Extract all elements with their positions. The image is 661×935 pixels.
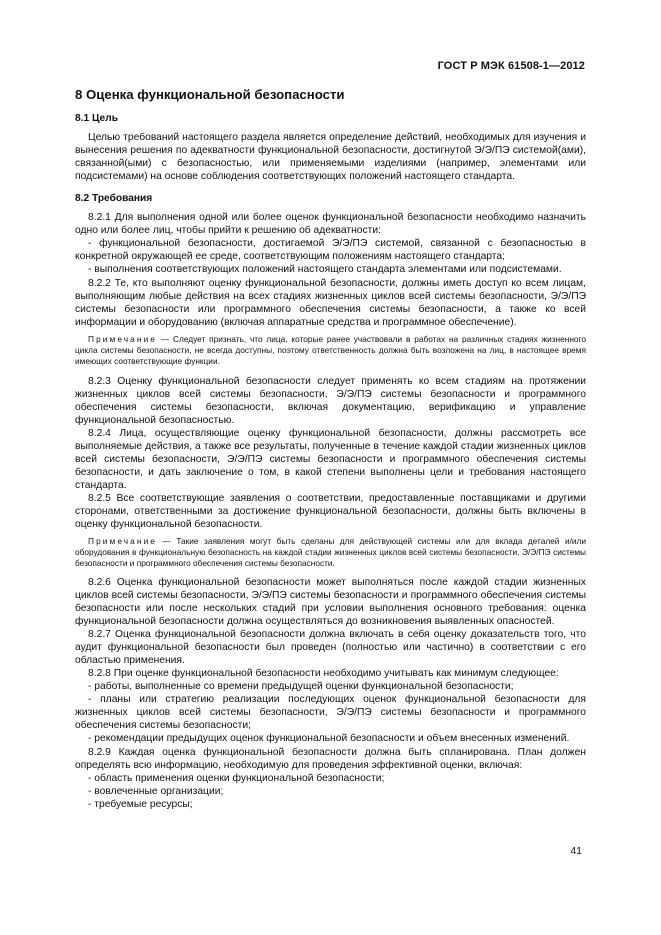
- paragraph-8-2-7: 8.2.7 Оценка функциональной безопасности должна включать в себя оценку доказательств того, что аудит функциональной безопасности был проведен (полностью или частично) в соответствии с его областью применения.: [75, 629, 586, 667]
- list-item: - планы или стратегию реализации последующих оценок функциональной безопасности для жизненных циклов всей системы безопасности, Э/Э/ПЭ системы безопасности и программного обеспечения системы безопасности;: [75, 694, 586, 732]
- list-item: - вовлеченные организации;: [88, 786, 224, 798]
- subsection-title-8-1: 8.1 Цель: [75, 113, 118, 124]
- list-item: - функциональной безопасности, достигаемой Э/Э/ПЭ системой, связанной с безопасностью в конкретной окружающей ее среде, соответствующим положениям настоящего стандарта;: [75, 238, 586, 262]
- standard-header: ГОСТ Р МЭК 61508-1—2012: [437, 60, 585, 72]
- list-item: - требуемые ресурсы;: [88, 799, 193, 811]
- list-item: - рекомендации предыдущих оценок функциональной безопасности и объем внесенных изменений.: [88, 733, 570, 745]
- section-title: 8 Оценка функциональной безопасности: [75, 87, 345, 102]
- paragraph-8-2-1: 8.2.1 Для выполнения одной или более оценок функциональной безопасности необходимо назначить одно или более лиц, чтобы прийти к решению об адекватности:: [75, 212, 586, 236]
- note-label: Примечание: [88, 535, 158, 546]
- paragraph-8-1: Целью требований настоящего раздела является определение действий, необходимых для изучения и вынесения решения по адекватности функциональной безопасности, достигнутой Э/Э/ПЭ системой(ами), связанной(ыми) с безопасностью, или применяемыми изделиями (например, элементами или подсистемами) на основе соблюдения соответствующих положений настоящего стандарта.: [75, 132, 586, 182]
- list-item: - работы, выполненные со времени предыдущей оценки функциональной безопасности;: [88, 681, 514, 693]
- list-item: - область применения оценки функциональной безопасности;: [88, 773, 385, 785]
- page-number: 41: [570, 845, 582, 857]
- note-text: — Такие заявления могут быть сделаны для действующей системы или для вклада деталей и/или оборудования в функциональную безопасность на каждой стадии жизненных циклов всей системы безопасности, Э/Э/ПЭ системы безопасности и программного обеспечения системы безопасности.: [75, 535, 586, 569]
- paragraph-8-2-5: 8.2.5 Все соответствующие заявления о соответствии, предоставленные поставщиками и другими сторонами, ответственными за достижение функциональной безопасности, должны быть включены в оценку функциональной безопасности.: [75, 492, 586, 530]
- subsection-title-8-2: 8.2 Требования: [75, 193, 153, 204]
- paragraph-8-2-9: 8.2.9 Каждая оценка функциональной безопасности должна быть спланирована. План должен определять всю информацию, необходимую для проведения эффективной оценки, включая:: [75, 747, 586, 772]
- list-item: - выполнения соответствующих положений настоящего стандарта элементами или подсистемами.: [88, 264, 562, 275]
- paragraph-8-2-8: 8.2.8 При оценке функциональной безопасности необходимо учитывать как минимум следующее:: [88, 668, 559, 680]
- paragraph-8-2-3: 8.2.3 Оценку функциональной безопасности следует применять ко всем стадиям на протяжении жизненных циклов всей системы безопасности, Э/Э/ПЭ системы безопасности и программного обеспечения системы безопасности, включая документацию, верификацию и управление функциональной безопасностью.: [75, 375, 586, 426]
- paragraph-8-2-4: 8.2.4 Лица, осуществляющие оценку функциональной безопасности, должны рассмотреть все выполняемые действия, а также все результаты, полученные в течение каждой стадии жизненных циклов всей системы безопасности, Э/Э/ПЭ системы безопасности и программного обеспечения системы безопасности, и дать заключение о том, в какой степени выполнены цели и требования настоящего стандарта.: [75, 427, 586, 491]
- note-2: [75, 536, 586, 570]
- note-text: — Следует признать, что лица, которые ранее участвовали в работах на различных стадиях жизненного цикла системы безопасности, не всегда доступны, поэтому ответственность должна быть возложена на лиц, в настоящее время имеющих соответствующие функции.: [75, 334, 586, 367]
- paragraph-8-2-6: 8.2.6 Оценка функциональной безопасности может выполняться после каждой стадии жизненных циклов всей системы безопасности, Э/Э/ПЭ системы безопасности и программного обеспечения системы безопасности или после нескольких стадий при условии выполнения основного требования: оценка функциональной безопасности должна осуществляться до возникновения выявленных опасностей.: [75, 577, 586, 628]
- page-body: [75, 87, 586, 811]
- note-1: [75, 334, 586, 368]
- paragraph-8-2-2: 8.2.2 Те, кто выполняют оценку функциональной безопасности, должны иметь доступ ко всем лицам, выполняющим любые действия на всех стадиях жизненных циклов всей системы безопасности, Э/Э/ПЭ системы безопасности или программного обеспечения системы безопасности, а также ко всей информации и оборудованию (включая аппаратные средства и программное обеспечение).: [75, 278, 586, 328]
- note-label: Примечание: [88, 334, 158, 344]
